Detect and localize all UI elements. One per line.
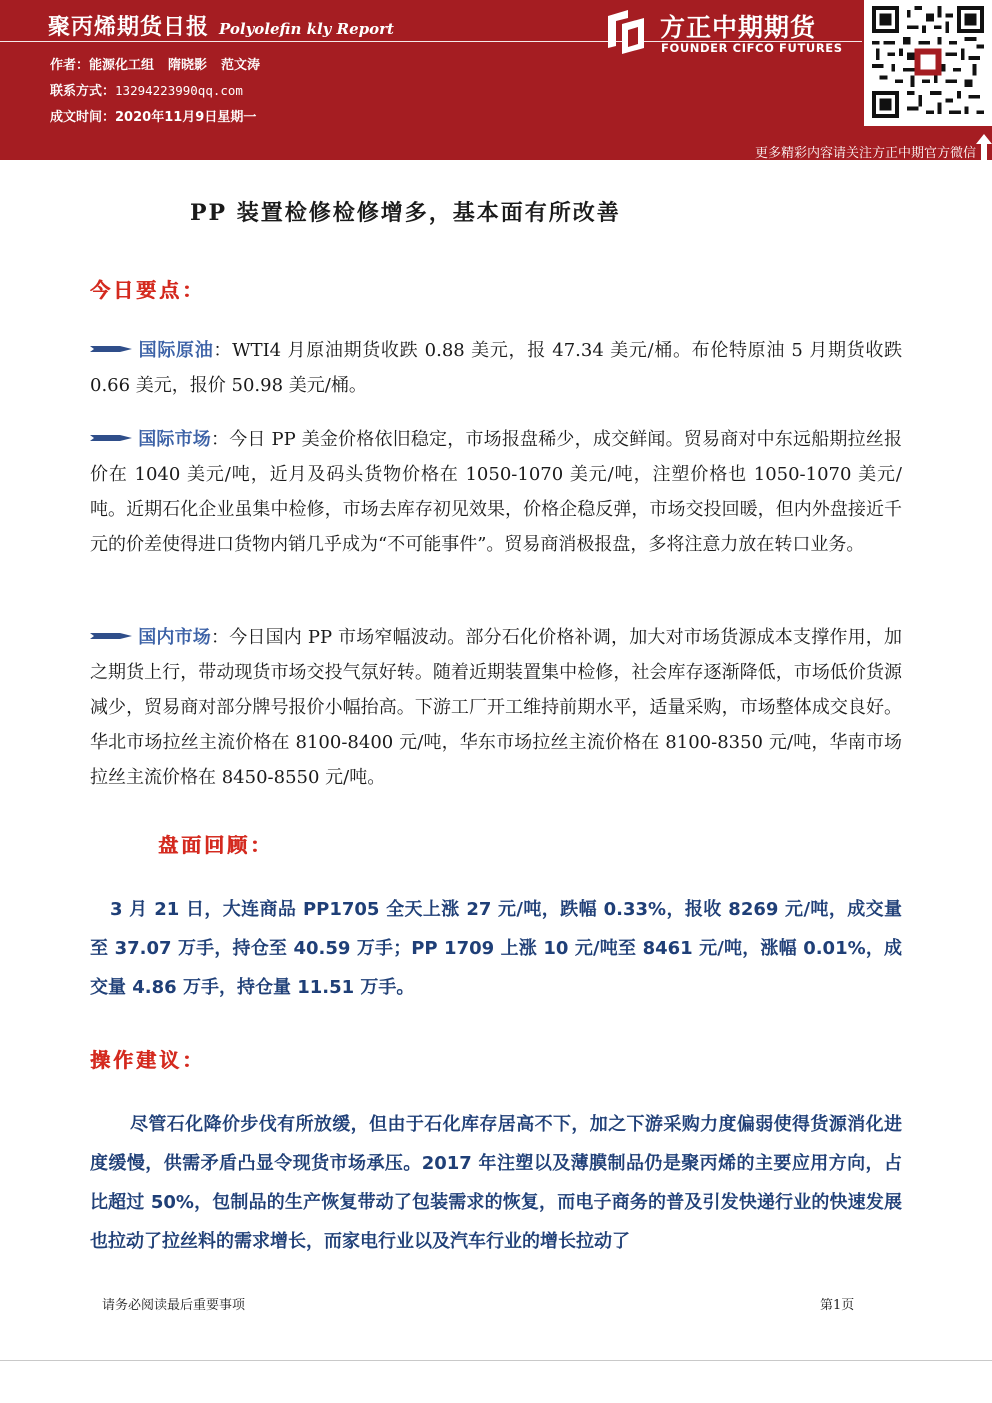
international-market-text: ：今日 PP 美金价格依旧稳定，市场报盘稀少，成交鲜闻。贸易商对中东远船期拉丝报价在 1040 美元/吨，近月及码头货物价格在 1050-1070 美元/吨，注塑价格也 1050-1070 美元/吨。近期石化企业虽集中检修，市场去库存初见效果，价格企稳反弹，市场交投回暖，但内外盘接近千元的价差使得进口货物内销几乎成为“不可能事件”。贸易商消极报盘，多将注意力放在转口业务。: [90, 429, 902, 555]
trading-advice-heading: 操作建议：: [90, 1048, 205, 1072]
international-market-label: 国际市场: [138, 429, 211, 450]
date-value: 2020年11月9日星期一: [115, 110, 257, 125]
market-review-paragraph: 3 月 21 日，大连商品 PP1705 全天上涨 27 元/吨，跌幅 0.33%，报收 8269 元/吨，成交量至 37.07 万手，持仓至 40.59 万手；PP 1709 上涨 10 元/吨至 8461 元/吨，涨幅 0.01%，成交量 4.86 万手，持仓量 11.51 万手。: [90, 899, 902, 998]
international-market-paragraph: [90, 422, 902, 562]
date-label: 成文时间：: [50, 110, 116, 125]
market-review-heading: 盘面回顾：: [158, 833, 273, 857]
date-row: [50, 106, 256, 125]
company-logo: [604, 8, 864, 58]
contact-label: 联系方式：: [50, 84, 116, 99]
qr-code-icon: [872, 6, 984, 118]
author-list: [89, 58, 274, 73]
page-number: 第1页: [820, 1298, 855, 1313]
arrow-bullet-icon: [90, 342, 132, 356]
header-banner: [0, 0, 992, 160]
key-points-heading: 今日要点：: [90, 278, 205, 302]
company-logo-icon: [604, 8, 648, 54]
domestic-market-paragraph: [90, 620, 902, 795]
author-row: [50, 54, 274, 73]
author-label: 作者：: [50, 58, 90, 73]
arrow-bullet-icon: [90, 629, 132, 643]
crude-oil-text: ：WTI4 月原油期货收跌 0.88 美元，报 47.34 美元/桶。布伦特原油 5 月期货收跌 0.66 美元，报价 50.98 美元/桶。: [90, 340, 902, 396]
footer-divider: [0, 1360, 992, 1361]
domestic-market-text: ：今日国内 PP 市场窄幅波动。部分石化价格补调，加大对市场货源成本支撑作用，加之期货上行，带动现货市场交投气氛好转。随着近期装置集中检修，社会库存逐渐降低，市场低价货源减少，贸易商对部分牌号报价小幅抬高。下游工厂开工维持前期水平，适量采购，市场整体成交良好。华北市场拉丝主流价格在 8100-8400 元/吨，华东市场拉丝主流价格在 8100-8350 元/吨，华南市场拉丝主流价格在 8450-8550 元/吨。: [90, 627, 902, 788]
domestic-market-label: 国内市场: [138, 627, 211, 648]
wechat-follow-note: 更多精彩内容请关注方正中期官方微信: [754, 146, 976, 161]
report-title-cn: 聚丙烯期货日报: [48, 15, 210, 40]
logo-text-cn: 方正中期期货: [660, 13, 817, 42]
author-name: 范文涛: [221, 58, 261, 73]
contact-row: [50, 80, 243, 99]
crude-oil-paragraph: [90, 333, 902, 403]
qr-code-panel: [864, 0, 992, 126]
up-arrow-icon: [976, 134, 992, 160]
arrow-bullet-icon: [90, 431, 132, 445]
author-name: 隋晓影: [168, 58, 208, 73]
contact-value: 13294223990qq.com: [115, 83, 243, 98]
crude-oil-label: 国际原油: [138, 340, 214, 361]
report-title: [48, 10, 394, 41]
footer-notice: 请务必阅读最后重要事项: [102, 1298, 246, 1313]
document-title: PP 装置检修检修增多，基本面有所改善: [190, 200, 621, 226]
logo-text-en: FOUNDER CIFCO FUTURES: [661, 41, 843, 55]
author-name: 能源化工组: [89, 58, 155, 73]
trading-advice-paragraph: 尽管石化降价步伐有所放缓，但由于石化库存居高不下，加之下游采购力度偏弱使得货源消化进度缓慢，供需矛盾凸显令现货市场承压。2017 年注塑以及薄膜制品仍是聚丙烯的主要应用方向，占比超过 50%，包制品的生产恢复带动了包装需求的恢复，而电子商务的普及引发快递行业的快速发展也拉动了拉丝料的需求增长，而家电行业以及汽车行业的增长拉动了: [90, 1114, 902, 1252]
report-title-en: Polyolefin kly Report: [219, 20, 394, 38]
